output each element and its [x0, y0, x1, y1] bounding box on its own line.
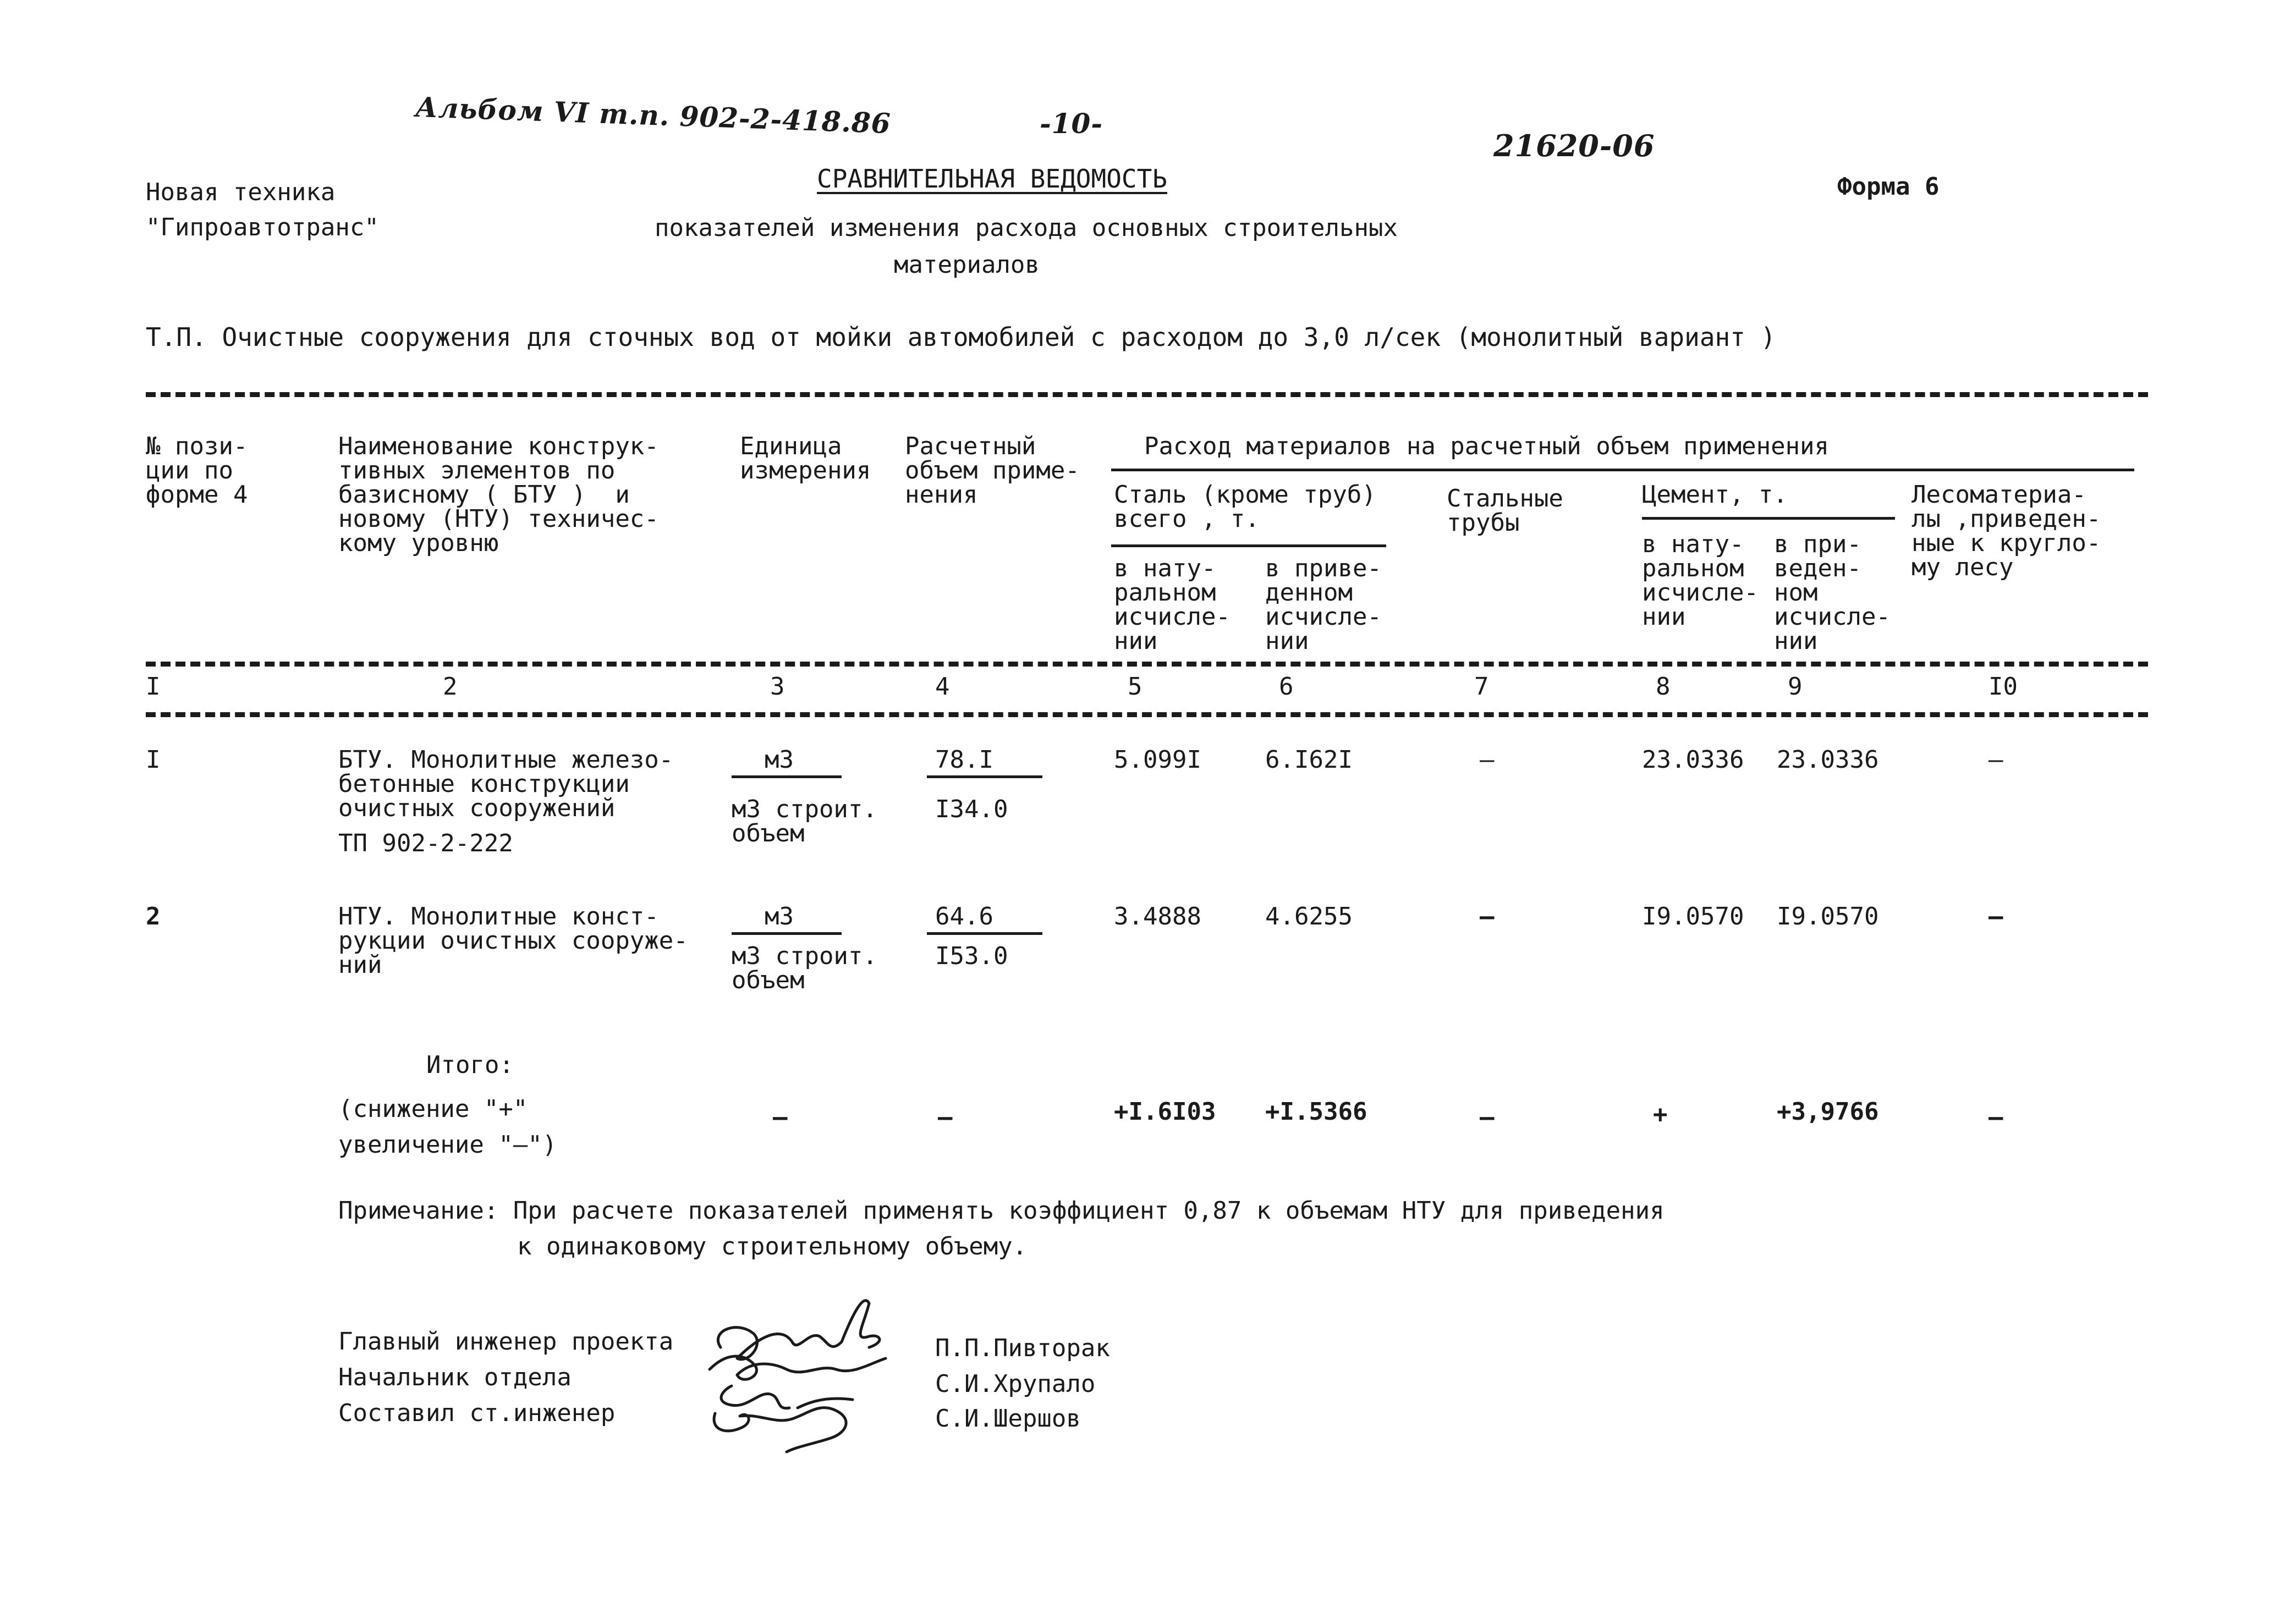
handwritten-signatures-image	[688, 1281, 908, 1457]
col-number-10: I0	[1989, 673, 2018, 701]
total-steel-reduced: +I.5366	[1265, 1098, 1367, 1126]
row-steel-natural: 3.4888	[1114, 902, 1201, 931]
row-volume-fraction-line	[927, 775, 1042, 778]
row-position: I	[146, 746, 161, 774]
header-position: № пози- ции по форме 4	[146, 432, 248, 509]
total-pipes: –	[1480, 1103, 1495, 1131]
row-unit-bottom: м3 строит. объем	[732, 942, 877, 994]
col-number-3: 3	[770, 673, 785, 701]
row-unit-fraction-line	[732, 775, 842, 778]
note-line-1: Примечание: При расчете показателей применять коэффициент 0,87 к объемам НТУ для приведения	[338, 1197, 1665, 1225]
document-subtitle-2: материалов	[894, 251, 1040, 279]
col-number-5: 5	[1128, 673, 1143, 701]
total-cement-reduced: +3,9766	[1777, 1098, 1879, 1126]
row-steel-reduced: 6.I62I	[1265, 746, 1353, 774]
signature-name-department-head: С.И.Хрупало	[935, 1370, 1096, 1398]
handwritten-album-note: Альбом VI т.п. 902-2-418.86	[415, 90, 892, 140]
total-legend-decrease: (снижение "+"	[338, 1095, 528, 1123]
row-cement-reduced: I9.0570	[1777, 902, 1879, 931]
row-cement-natural: 23.0336	[1642, 746, 1744, 774]
row-steel-reduced: 4.6255	[1265, 902, 1353, 931]
row-unit-top: м3	[765, 746, 794, 774]
col-number-4: 4	[935, 673, 950, 701]
total-label: Итого:	[426, 1051, 514, 1079]
header-steel-pipes: Стальные трубы	[1447, 485, 1563, 537]
cement-subheader-rule	[1642, 517, 1895, 520]
row-cement-reduced: 23.0336	[1777, 746, 1879, 774]
steel-subheader-rule	[1111, 544, 1386, 547]
row-steel-natural: 5.099I	[1114, 746, 1201, 774]
row-cement-natural: I9.0570	[1642, 902, 1744, 931]
total-unit: –	[773, 1103, 788, 1131]
header-steel: Сталь (кроме труб) всего , т.	[1114, 481, 1376, 533]
header-unit: Единица измерения	[740, 432, 871, 485]
document-title: СРАВНИТЕЛЬНАЯ ВЕДОМОСТЬ	[817, 164, 1167, 194]
header-cement: Цемент, т.	[1642, 481, 1788, 509]
row-element-name: НТУ. Монолитные конст- рукции очистных сооруже- ний	[338, 902, 688, 979]
tp-description: Т.П. Очистные сооружения для сточных вод от мойки автомобилей с расходом до 3,0 л/сек (монолитный вариант )	[146, 322, 1776, 352]
row-element-reference: ТП 902-2-222	[338, 829, 513, 857]
row-wood: –	[1989, 902, 2003, 931]
row-pipes: –	[1480, 746, 1495, 774]
col-number-1: I	[146, 673, 161, 701]
header-cement-reduced: в при- веден- ном исчисле- нии	[1774, 530, 1891, 655]
row-volume-top: 78.I	[935, 746, 993, 774]
row-unit-bottom: м3 строит. объем	[732, 795, 877, 847]
row-volume-top: 64.6	[935, 902, 993, 931]
row-unit-top: м3	[765, 902, 794, 931]
header-bottom-rule	[146, 662, 2148, 667]
row-position: 2	[146, 902, 161, 931]
signature-role-department-head: Начальник отдела	[338, 1363, 572, 1391]
total-wood: –	[1989, 1103, 2003, 1131]
col-number-6: 6	[1279, 673, 1294, 701]
header-cement-natural: в нату- ральном исчисле- нии	[1642, 530, 1759, 631]
document-subtitle-1: показателей изменения расхода основных строительных	[655, 214, 1398, 242]
signature-name-chief-engineer: П.П.Пивторак	[935, 1334, 1110, 1362]
signature-role-compiler: Составил ст.инженер	[338, 1399, 616, 1427]
header-volume: Расчетный объем приме- нения	[905, 432, 1080, 509]
row-volume-fraction-line	[927, 932, 1042, 935]
table-top-rule	[146, 392, 2148, 397]
note-line-2: к одинаковому строительному объему.	[517, 1232, 1028, 1260]
total-steel-natural: +I.6I03	[1114, 1098, 1216, 1126]
group-header-rule	[1111, 469, 2134, 471]
row-wood: –	[1989, 746, 2003, 774]
total-volume: –	[938, 1103, 953, 1131]
signature-role-chief-engineer: Главный инженер проекта	[338, 1328, 674, 1356]
handwritten-doc-code: 21620-06	[1493, 128, 1655, 163]
signature-name-compiler: С.И.Шершов	[935, 1405, 1081, 1433]
header-consumption-group: Расход материалов на расчетный объем применения	[1144, 432, 1830, 460]
header-steel-natural: в нату- ральном исчисле- нии	[1114, 554, 1231, 655]
org-institute: "Гипроавтотранс"	[146, 213, 379, 241]
col-number-7: 7	[1474, 673, 1489, 701]
org-name: Новая техника	[146, 178, 336, 206]
row-pipes: –	[1480, 902, 1495, 931]
row-volume-bottom: I34.0	[935, 795, 1008, 823]
row-unit-fraction-line	[732, 932, 842, 935]
col-number-8: 8	[1656, 673, 1671, 701]
total-legend-increase: увеличение "–")	[338, 1131, 557, 1159]
row-volume-bottom: I53.0	[935, 942, 1008, 970]
col-number-2: 2	[443, 673, 458, 701]
colnum-bottom-rule	[146, 712, 2148, 717]
handwritten-page-number: -10-	[1040, 107, 1103, 140]
row-element-name: БТУ. Монолитные железо- бетонные конструкции очистных сооружений	[338, 746, 674, 822]
col-number-9: 9	[1788, 673, 1803, 701]
header-steel-reduced: в приве- денном исчисле- нии	[1265, 554, 1382, 655]
header-element-name: Наименование конструк- тивных элементов по базисному ( БТУ ) и новому (НТУ) техничес- кому уровню	[338, 432, 659, 557]
total-cement-natural: +	[1653, 1100, 1668, 1128]
header-wood: Лесоматериа- лы ,приведен- ные к кругло- му лесу	[1912, 481, 2101, 581]
form-label: Форма 6	[1837, 173, 1940, 201]
